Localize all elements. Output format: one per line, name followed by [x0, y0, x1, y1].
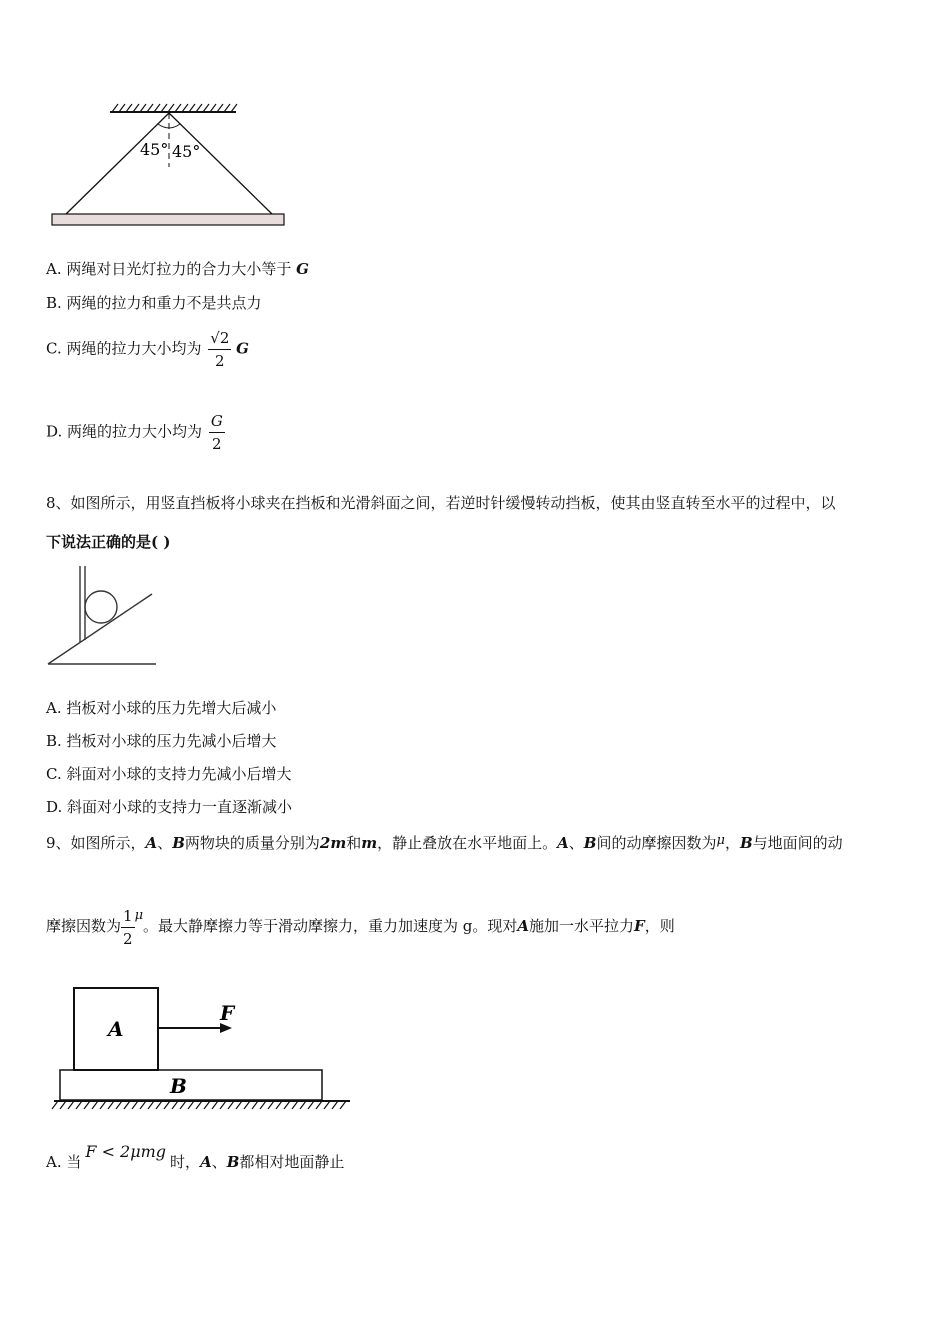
q7-option-a[interactable]: A. 两绳对日光灯拉力的合力大小等于 G	[46, 260, 309, 278]
q9-option-a[interactable]: A. 当F < 2μmg时，A、B都相对地面静止	[46, 1142, 345, 1171]
lamp-tube	[52, 214, 284, 225]
q7-option-c[interactable]: C. 两绳的拉力大小均为 $\frac{√2}{2}$ G	[46, 329, 249, 370]
ball	[85, 591, 117, 623]
angle-left-label: 45°	[140, 140, 169, 159]
fraction-g-over-2: $\frac{G}{2}$	[210, 412, 223, 453]
rope-right	[169, 113, 272, 214]
figure-ball-incline-board	[44, 560, 164, 672]
block-b	[60, 1070, 322, 1100]
q8-option-b[interactable]: B. 挡板对小球的压力先减小后增大	[46, 732, 277, 750]
q7-option-d[interactable]: D. 两绳的拉力大小均为 $\frac{G}{2}$	[46, 412, 223, 453]
angle-right-label: 45°	[172, 142, 201, 161]
q9-stem-line1: 9、如图所示，A、B两物块的质量分别为2m和m，静止叠放在水平地面上。A、B间的动摩擦因数为μ，B与地面间的动	[46, 833, 843, 852]
figure-hanging-lamp	[40, 95, 300, 235]
block-a-label: A	[108, 1017, 124, 1041]
fraction-sqrt2-over-2: $\frac{√2}{2}$	[210, 329, 230, 370]
fraction-one-half: $\frac{1}{2}$	[123, 906, 133, 948]
force-label: F	[220, 1001, 235, 1025]
q9-stem-line2: 摩擦因数为 $\frac{1}{2}$ μ。最大静摩擦力等于滑动摩擦力，重力加速度为 g。现对A施加一水平拉力F，则	[46, 906, 675, 948]
condition-formula: F < 2μmg	[85, 1142, 167, 1161]
block-b-label: B	[170, 1074, 187, 1098]
incline-surface	[48, 594, 152, 664]
q8-option-a[interactable]: A. 挡板对小球的压力先增大后减小	[46, 699, 277, 717]
q7-option-b[interactable]: B. 两绳的拉力和重力不是共点力	[46, 294, 262, 312]
q8-option-c[interactable]: C. 斜面对小球的支持力先减小后增大	[46, 765, 292, 783]
q8-option-d[interactable]: D. 斜面对小球的支持力一直逐渐减小	[46, 798, 293, 816]
q8-stem-line2: 下说法正确的是( )	[46, 533, 171, 551]
figure-stacked-blocks	[50, 980, 360, 1115]
q8-stem-line1: 8、如图所示，用竖直挡板将小球夹在挡板和光滑斜面之间，若逆时针缓慢转动挡板，使其由竖直转至水平的过程中，以	[46, 494, 836, 512]
rope-left	[66, 113, 169, 214]
